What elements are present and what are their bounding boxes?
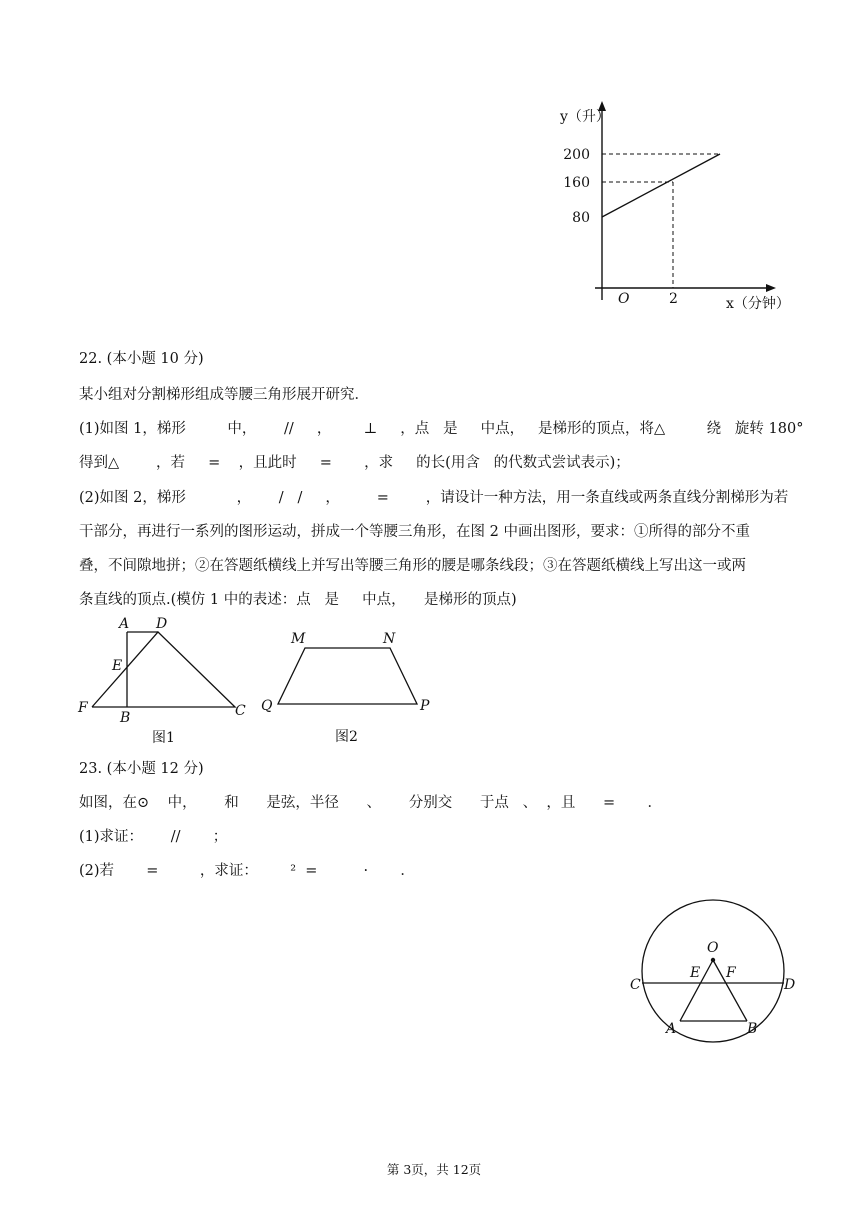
fig1-label-D: D [156,616,168,632]
circle-label-D: D [784,977,796,993]
q23-part2: (2)若 = ，求证： ² = · ． [79,863,415,879]
q23-part1: (1)求证： // ； [79,829,228,845]
circle-label-C: C [630,977,641,993]
q22-part2-line3: 叠，不间隙地拼；②在答题纸横线上并写出等腰三角形的腰是哪条线段；③在答题纸横线上写出这一或两 [79,558,746,574]
x-tick-2: 2 [669,291,678,307]
x-axis-label: x（分钟） [726,296,790,312]
q22-part1-line1: (1)如图 1，梯形 中， // ， ⊥ ，点 是 中点， 是梯形的顶点，将△ 绕 旋转 180° [79,421,804,437]
fig1-label-E: E [112,658,123,674]
fig1-label-A: A [119,616,130,632]
fig2-label-N: N [383,631,396,647]
circle-label-F: F [726,965,736,981]
fig1-label-F: F [78,700,88,716]
q23-heading: 23. (本小题 12 分) [79,761,204,777]
fig1-caption: 图1 [152,730,175,746]
q22-part2-line2: 干部分，再进行一系列的图形运动，拼成一个等腰三角形，在图 2 中画出图形，要求：①所得的部分不重 [79,524,750,540]
q22-heading: 22. (本小题 10 分) [79,351,204,367]
circle-figure [620,885,810,1045]
origin-label: O [618,291,630,307]
y-axis-label: y（升） [560,109,610,125]
fig2-label-P: P [420,698,430,714]
figure-2 [255,625,445,750]
figure-1 [72,612,262,752]
q22-intro: 某小组对分割梯形组成等腰三角形展开研究． [79,387,369,403]
fig2-caption: 图2 [335,729,358,745]
q22-part2-line1: (2)如图 2，梯形 ， / / ， = ，请设计一种方法，用一条直线或两条直线分割梯形为若 [79,490,789,506]
line-graph [540,95,810,320]
fig2-label-M: M [291,631,306,647]
circle-label-A: A [666,1021,677,1037]
fig1-label-C: C [235,703,246,719]
y-tick-160: 160 [563,175,590,191]
q22-part1-line2: 得到△ ，若 = ，且此时 = ，求 的长(用含 的代数式尝试表示)； [79,455,630,471]
y-tick-80: 80 [572,210,590,226]
fig1-label-B: B [120,710,131,726]
q23-line1: 如图，在⊙ 中， 和 是弦，半径 、 分别交 于点 、 ，且 = ． [79,795,662,811]
circle-label-E: E [690,965,701,981]
page-footer: 第 3页，共 12页 [386,1162,482,1177]
fig2-label-Q: Q [261,698,273,714]
circle-label-B: B [747,1021,758,1037]
y-tick-200: 200 [563,147,590,163]
circle-label-O: O [707,940,719,956]
q22-part2-line4: 条直线的顶点.(模仿 1 中的表述：点 是 中点， 是梯形的顶点) [79,592,517,608]
